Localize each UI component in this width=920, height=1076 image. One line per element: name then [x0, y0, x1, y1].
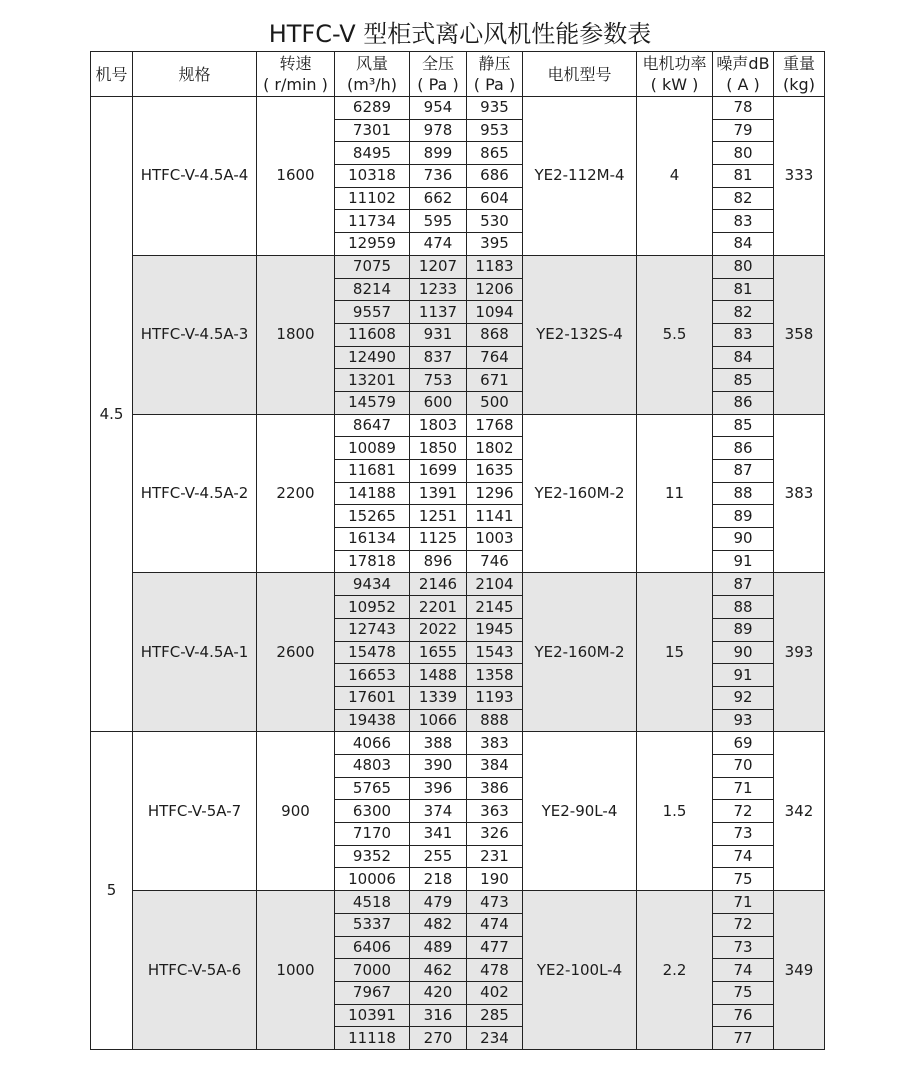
total-pressure-cell: 1339 [410, 687, 467, 710]
noise-cell: 87 [713, 573, 774, 596]
airflow-cell: 13201 [335, 369, 410, 392]
total-pressure-cell: 1391 [410, 483, 467, 506]
noise-cell: 84 [713, 233, 774, 256]
static-pressure-cell: 1003 [467, 528, 523, 551]
airflow-cell: 11118 [335, 1027, 410, 1050]
airflow-cell: 7075 [335, 256, 410, 279]
total-pressure-cell: 1850 [410, 437, 467, 460]
noise-cell: 81 [713, 165, 774, 188]
noise-cell: 82 [713, 188, 774, 211]
static-pressure-cell: 865 [467, 142, 523, 165]
total-pressure-cell: 390 [410, 755, 467, 778]
motor-power-cell: 15 [637, 573, 713, 732]
weight-cell: 393 [774, 573, 825, 732]
speed-cell: 1600 [257, 97, 335, 256]
motor-power-cell: 2.2 [637, 891, 713, 1050]
weight-cell: 358 [774, 256, 825, 415]
static-pressure-cell: 326 [467, 823, 523, 846]
static-pressure-cell: 953 [467, 120, 523, 143]
header-unit: (kg) [783, 75, 815, 94]
total-pressure-cell: 931 [410, 324, 467, 347]
column-header-motor-power [637, 52, 713, 97]
noise-cell: 83 [713, 324, 774, 347]
airflow-cell: 14188 [335, 483, 410, 506]
static-pressure-cell: 1358 [467, 664, 523, 687]
airflow-cell: 16653 [335, 664, 410, 687]
airflow-cell: 19438 [335, 710, 410, 733]
noise-cell: 88 [713, 596, 774, 619]
header-label: 全压 [421, 54, 454, 73]
motor-model-cell: YE2-112M-4 [523, 97, 637, 256]
static-pressure-cell: 1768 [467, 415, 523, 438]
noise-cell: 80 [713, 142, 774, 165]
airflow-cell: 10952 [335, 596, 410, 619]
total-pressure-cell: 896 [410, 551, 467, 574]
airflow-cell: 16134 [335, 528, 410, 551]
motor-power-cell: 1.5 [637, 732, 713, 891]
header-label: 机号 [95, 64, 128, 84]
column-header-speed [257, 52, 335, 97]
machine-no-cell: 5 [91, 732, 133, 1050]
static-pressure-cell: 604 [467, 188, 523, 211]
total-pressure-cell: 341 [410, 823, 467, 846]
static-pressure-cell: 1945 [467, 619, 523, 642]
total-pressure-cell: 2146 [410, 573, 467, 596]
airflow-cell: 12743 [335, 619, 410, 642]
static-pressure-cell: 1635 [467, 460, 523, 483]
static-pressure-cell: 1802 [467, 437, 523, 460]
static-pressure-cell: 384 [467, 755, 523, 778]
static-pressure-cell: 285 [467, 1005, 523, 1028]
airflow-cell: 11102 [335, 188, 410, 211]
header-unit: ( Pa ) [473, 75, 516, 94]
airflow-cell: 17818 [335, 551, 410, 574]
noise-cell: 74 [713, 846, 774, 869]
motor-power-cell: 5.5 [637, 256, 713, 415]
airflow-cell: 7170 [335, 823, 410, 846]
airflow-cell: 4518 [335, 891, 410, 914]
static-pressure-cell: 477 [467, 937, 523, 960]
total-pressure-cell: 837 [410, 347, 467, 370]
airflow-cell: 4803 [335, 755, 410, 778]
weight-cell: 383 [774, 415, 825, 574]
header-label: 重量 [782, 54, 815, 73]
airflow-cell: 7967 [335, 982, 410, 1005]
total-pressure-cell: 255 [410, 846, 467, 869]
airflow-cell: 8647 [335, 415, 410, 438]
noise-cell: 71 [713, 891, 774, 914]
column-header-airflow [335, 52, 410, 97]
airflow-cell: 17601 [335, 687, 410, 710]
header-label: 噪声dB [716, 54, 770, 73]
static-pressure-cell: 935 [467, 97, 523, 120]
speed-cell: 1800 [257, 256, 335, 415]
noise-cell: 79 [713, 120, 774, 143]
total-pressure-cell: 489 [410, 937, 467, 960]
noise-cell: 71 [713, 778, 774, 801]
static-pressure-cell: 1193 [467, 687, 523, 710]
static-pressure-cell: 1206 [467, 279, 523, 302]
noise-cell: 73 [713, 823, 774, 846]
total-pressure-cell: 736 [410, 165, 467, 188]
noise-cell: 81 [713, 279, 774, 302]
airflow-cell: 10391 [335, 1005, 410, 1028]
header-label: 静压 [478, 54, 511, 73]
noise-cell: 87 [713, 460, 774, 483]
total-pressure-cell: 474 [410, 233, 467, 256]
noise-cell: 91 [713, 664, 774, 687]
total-pressure-cell: 2201 [410, 596, 467, 619]
static-pressure-cell: 2145 [467, 596, 523, 619]
noise-cell: 72 [713, 914, 774, 937]
header-label: 电机型号 [547, 64, 612, 84]
static-pressure-cell: 190 [467, 868, 523, 891]
airflow-cell: 5337 [335, 914, 410, 937]
airflow-cell: 15265 [335, 505, 410, 528]
noise-cell: 75 [713, 982, 774, 1005]
column-header-motor-model [523, 52, 637, 97]
spec-cell: HTFC-V-4.5A-3 [133, 256, 257, 415]
header-label: 转速 [279, 54, 312, 73]
static-pressure-cell: 386 [467, 778, 523, 801]
header-label: 风量 [355, 54, 388, 73]
airflow-cell: 10089 [335, 437, 410, 460]
noise-cell: 75 [713, 868, 774, 891]
noise-cell: 86 [713, 437, 774, 460]
motor-power-cell: 4 [637, 97, 713, 256]
total-pressure-cell: 1137 [410, 301, 467, 324]
noise-cell: 73 [713, 937, 774, 960]
noise-cell: 74 [713, 959, 774, 982]
airflow-cell: 5765 [335, 778, 410, 801]
performance-table [90, 51, 825, 1050]
airflow-cell: 12490 [335, 347, 410, 370]
motor-model-cell: YE2-160M-2 [523, 415, 637, 574]
header-unit: ( Pa ) [417, 75, 459, 94]
column-header-weight [774, 52, 825, 97]
noise-cell: 86 [713, 392, 774, 415]
airflow-cell: 9557 [335, 301, 410, 324]
header-unit: (m³/h) [346, 75, 397, 94]
static-pressure-cell: 395 [467, 233, 523, 256]
total-pressure-cell: 1488 [410, 664, 467, 687]
spec-cell: HTFC-V-4.5A-2 [133, 415, 257, 574]
noise-cell: 93 [713, 710, 774, 733]
static-pressure-cell: 2104 [467, 573, 523, 596]
total-pressure-cell: 420 [410, 982, 467, 1005]
airflow-cell: 6289 [335, 97, 410, 120]
motor-model-cell: YE2-90L-4 [523, 732, 637, 891]
airflow-cell: 7301 [335, 120, 410, 143]
header-label: 规格 [178, 64, 211, 84]
spec-cell: HTFC-V-4.5A-4 [133, 97, 257, 256]
airflow-cell: 15478 [335, 642, 410, 665]
total-pressure-cell: 600 [410, 392, 467, 415]
static-pressure-cell: 363 [467, 800, 523, 823]
header-unit: ( r/min ) [263, 75, 328, 94]
noise-cell: 76 [713, 1005, 774, 1028]
airflow-cell: 4066 [335, 732, 410, 755]
weight-cell: 349 [774, 891, 825, 1050]
total-pressure-cell: 954 [410, 97, 467, 120]
static-pressure-cell: 231 [467, 846, 523, 869]
noise-cell: 80 [713, 256, 774, 279]
airflow-cell: 9434 [335, 573, 410, 596]
noise-cell: 69 [713, 732, 774, 755]
noise-cell: 85 [713, 415, 774, 438]
noise-cell: 92 [713, 687, 774, 710]
total-pressure-cell: 1207 [410, 256, 467, 279]
airflow-cell: 11681 [335, 460, 410, 483]
speed-cell: 900 [257, 732, 335, 891]
total-pressure-cell: 1699 [410, 460, 467, 483]
total-pressure-cell: 595 [410, 210, 467, 233]
column-header-total-pressure [410, 52, 467, 97]
airflow-cell: 6300 [335, 800, 410, 823]
total-pressure-cell: 462 [410, 959, 467, 982]
total-pressure-cell: 218 [410, 868, 467, 891]
total-pressure-cell: 1803 [410, 415, 467, 438]
total-pressure-cell: 662 [410, 188, 467, 211]
weight-cell: 333 [774, 97, 825, 256]
motor-model-cell: YE2-100L-4 [523, 891, 637, 1050]
static-pressure-cell: 473 [467, 891, 523, 914]
static-pressure-cell: 500 [467, 392, 523, 415]
static-pressure-cell: 868 [467, 324, 523, 347]
static-pressure-cell: 686 [467, 165, 523, 188]
total-pressure-cell: 1066 [410, 710, 467, 733]
spec-cell: HTFC-V-5A-6 [133, 891, 257, 1050]
total-pressure-cell: 978 [410, 120, 467, 143]
static-pressure-cell: 234 [467, 1027, 523, 1050]
noise-cell: 82 [713, 301, 774, 324]
noise-cell: 84 [713, 347, 774, 370]
column-header-noise [713, 52, 774, 97]
noise-cell: 77 [713, 1027, 774, 1050]
total-pressure-cell: 482 [410, 914, 467, 937]
column-header-static-pressure [467, 52, 523, 97]
noise-cell: 78 [713, 97, 774, 120]
static-pressure-cell: 1183 [467, 256, 523, 279]
total-pressure-cell: 374 [410, 800, 467, 823]
speed-cell: 2200 [257, 415, 335, 574]
static-pressure-cell: 383 [467, 732, 523, 755]
weight-cell: 342 [774, 732, 825, 891]
motor-model-cell: YE2-132S-4 [523, 256, 637, 415]
airflow-cell: 11734 [335, 210, 410, 233]
airflow-cell: 12959 [335, 233, 410, 256]
page-title: HTFC-V 型柜式离心风机性能参数表 [268, 20, 652, 48]
total-pressure-cell: 1655 [410, 642, 467, 665]
noise-cell: 70 [713, 755, 774, 778]
airflow-cell: 6406 [335, 937, 410, 960]
speed-cell: 1000 [257, 891, 335, 1050]
header-label: 电机功率 [642, 54, 707, 73]
airflow-cell: 8214 [335, 279, 410, 302]
machine-no-cell: 4.5 [91, 97, 133, 732]
motor-power-cell: 11 [637, 415, 713, 574]
total-pressure-cell: 753 [410, 369, 467, 392]
static-pressure-cell: 1094 [467, 301, 523, 324]
noise-cell: 91 [713, 551, 774, 574]
noise-cell: 83 [713, 210, 774, 233]
noise-cell: 89 [713, 505, 774, 528]
total-pressure-cell: 316 [410, 1005, 467, 1028]
static-pressure-cell: 764 [467, 347, 523, 370]
airflow-cell: 10318 [335, 165, 410, 188]
airflow-cell: 8495 [335, 142, 410, 165]
header-unit: ( kW ) [650, 75, 699, 94]
total-pressure-cell: 899 [410, 142, 467, 165]
airflow-cell: 10006 [335, 868, 410, 891]
airflow-cell: 14579 [335, 392, 410, 415]
total-pressure-cell: 270 [410, 1027, 467, 1050]
static-pressure-cell: 671 [467, 369, 523, 392]
noise-cell: 72 [713, 800, 774, 823]
noise-cell: 90 [713, 528, 774, 551]
total-pressure-cell: 396 [410, 778, 467, 801]
column-header-spec [133, 52, 257, 97]
static-pressure-cell: 478 [467, 959, 523, 982]
total-pressure-cell: 1233 [410, 279, 467, 302]
spec-cell: HTFC-V-4.5A-1 [133, 573, 257, 732]
static-pressure-cell: 1296 [467, 483, 523, 506]
total-pressure-cell: 2022 [410, 619, 467, 642]
total-pressure-cell: 1125 [410, 528, 467, 551]
static-pressure-cell: 746 [467, 551, 523, 574]
total-pressure-cell: 388 [410, 732, 467, 755]
static-pressure-cell: 474 [467, 914, 523, 937]
static-pressure-cell: 1543 [467, 642, 523, 665]
motor-model-cell: YE2-160M-2 [523, 573, 637, 732]
noise-cell: 85 [713, 369, 774, 392]
spec-cell: HTFC-V-5A-7 [133, 732, 257, 891]
speed-cell: 2600 [257, 573, 335, 732]
airflow-cell: 11608 [335, 324, 410, 347]
static-pressure-cell: 1141 [467, 505, 523, 528]
total-pressure-cell: 479 [410, 891, 467, 914]
header-unit: ( A ) [726, 75, 760, 94]
total-pressure-cell: 1251 [410, 505, 467, 528]
airflow-cell: 7000 [335, 959, 410, 982]
column-header-machine-no [91, 52, 133, 97]
static-pressure-cell: 530 [467, 210, 523, 233]
static-pressure-cell: 888 [467, 710, 523, 733]
noise-cell: 90 [713, 642, 774, 665]
airflow-cell: 9352 [335, 846, 410, 869]
noise-cell: 88 [713, 483, 774, 506]
static-pressure-cell: 402 [467, 982, 523, 1005]
noise-cell: 89 [713, 619, 774, 642]
